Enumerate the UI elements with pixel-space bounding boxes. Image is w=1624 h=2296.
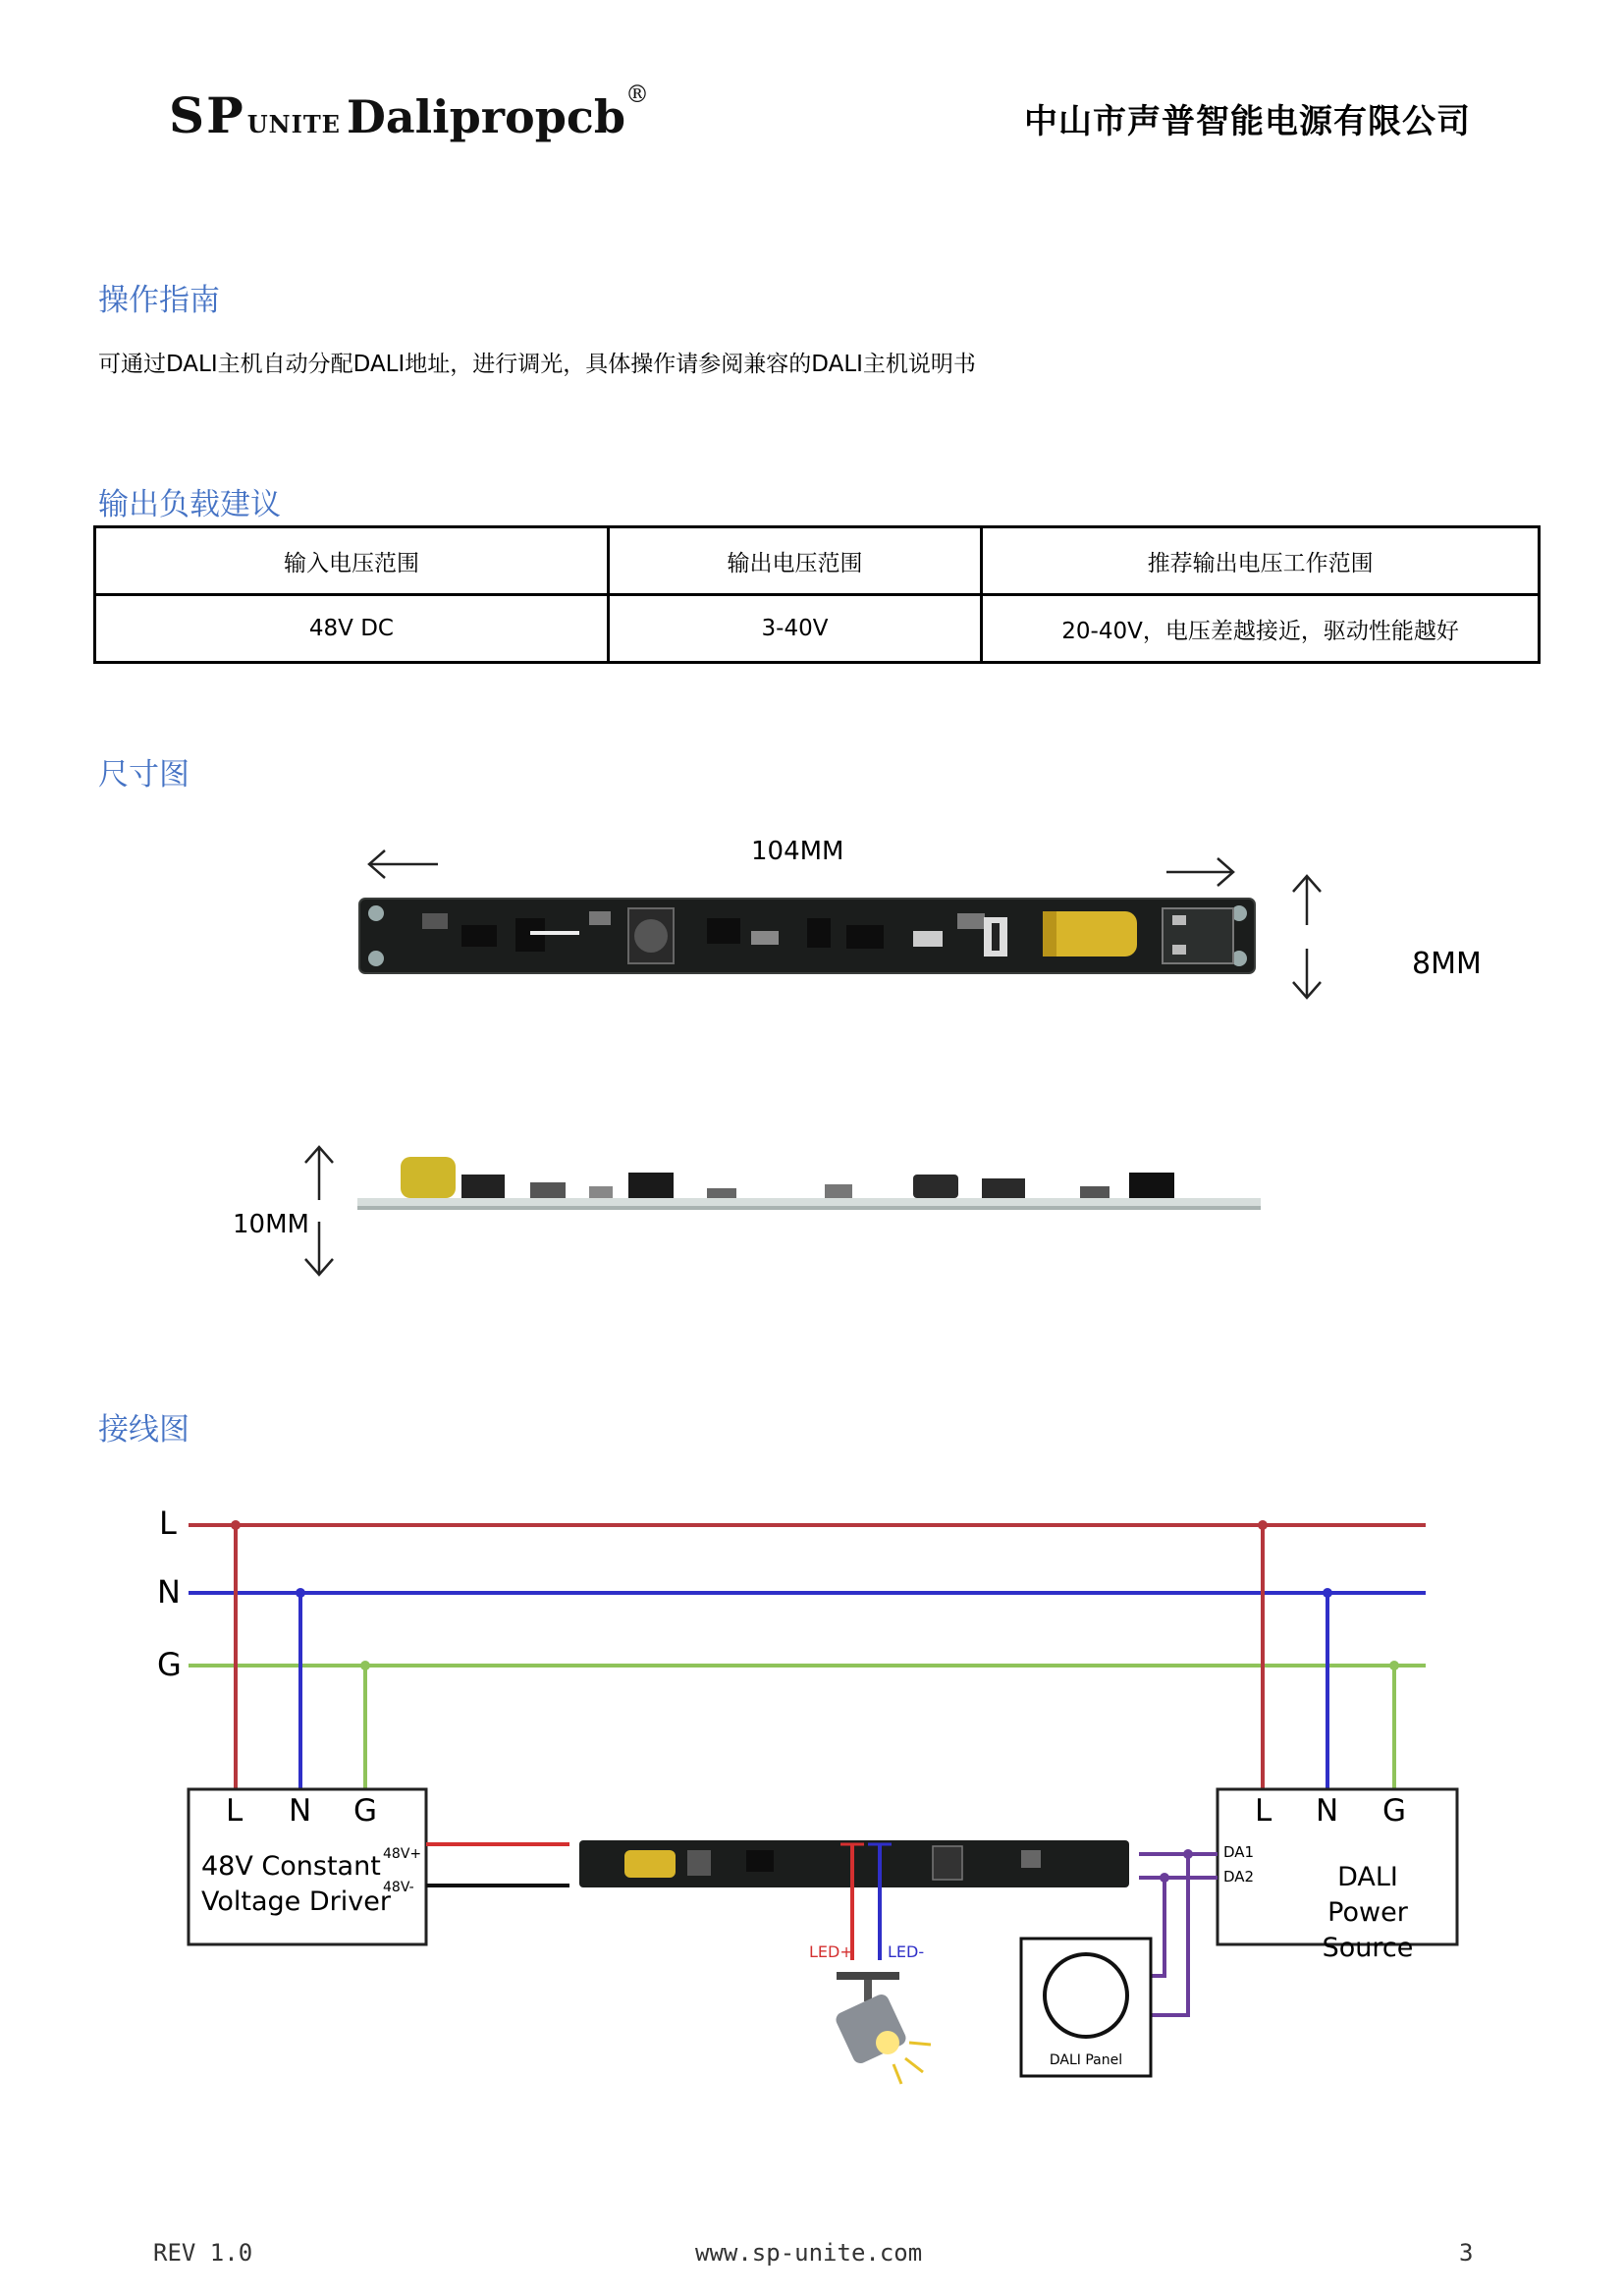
led-negative-label: LED- xyxy=(888,1942,925,1961)
height-arrow-down-icon xyxy=(305,1222,333,1275)
brand-logo xyxy=(169,81,650,144)
source-terminal-l: L xyxy=(1255,1793,1272,1829)
line-n-label: N xyxy=(157,1573,181,1611)
operation-title: 操作指南 xyxy=(98,283,220,318)
pcb-top-view xyxy=(359,899,1255,973)
line-l-label: L xyxy=(159,1504,177,1542)
width-label: 8MM xyxy=(1412,947,1482,981)
driver-output-negative: 48V- xyxy=(383,1880,414,1895)
driver-terminal-l: L xyxy=(226,1793,244,1829)
source-terminal-n: N xyxy=(1316,1793,1339,1829)
footer-page-number: 3 xyxy=(1459,2239,1474,2267)
driver-name-line2: Voltage Driver xyxy=(201,1886,391,1917)
length-arrow-right-icon xyxy=(1166,858,1233,886)
width-arrow-up-icon xyxy=(1293,876,1321,925)
length-arrow-left-icon xyxy=(369,850,438,878)
source-da1-label: DA1 xyxy=(1223,1843,1255,1861)
load-title: 输出负载建议 xyxy=(98,487,281,522)
logo-brand: Dalipropcb xyxy=(346,90,626,143)
table-cell: 3-40V xyxy=(608,595,981,663)
source-name-line2: Source xyxy=(1322,1933,1414,1963)
operation-text: 可通过DALI主机自动分配DALI地址，进行调光，具体操作请参阅兼容的DALI主机说明书 xyxy=(98,352,976,377)
dali-panel-label: DALI Panel xyxy=(1049,2052,1123,2068)
driver-terminal-g: G xyxy=(353,1793,378,1829)
driver-name-line1: 48V Constant xyxy=(201,1851,381,1882)
table-header-cell: 输出电压范围 xyxy=(608,527,981,595)
table-header-cell: 推荐输出电压工作范围 xyxy=(982,527,1540,595)
height-label: 10MM xyxy=(233,1210,309,1239)
logo-registered-mark: ® xyxy=(625,81,650,108)
footer-revision: REV 1.0 xyxy=(153,2239,253,2267)
source-name-line1: DALI Power xyxy=(1327,1862,1408,1928)
wiring-diagram xyxy=(0,1493,1624,2102)
spotlight-icon xyxy=(834,1972,931,2084)
table-row xyxy=(95,595,1540,663)
height-arrow-up-icon xyxy=(305,1147,333,1200)
table-cell: 48V DC xyxy=(95,595,609,663)
table-header-cell: 输入电压范围 xyxy=(95,527,609,595)
driver-name xyxy=(201,1849,391,1920)
table-header-row xyxy=(95,527,1540,595)
dimensions-title: 尺寸图 xyxy=(98,757,189,793)
length-label: 104MM xyxy=(751,837,844,866)
source-da2-label: DA2 xyxy=(1223,1868,1255,1886)
driver-output-positive: 48V+ xyxy=(383,1846,422,1862)
company-name: 中山市声普智能电源有限公司 xyxy=(1024,102,1471,141)
source-name xyxy=(1294,1860,1441,1966)
line-g-label: G xyxy=(157,1646,182,1683)
source-terminal-g: G xyxy=(1382,1793,1407,1829)
table-cell: 20-40V，电压差越接近，驱动性能越好 xyxy=(982,595,1540,663)
led-positive-label: LED+ xyxy=(809,1942,853,1961)
logo-sp: SP xyxy=(169,86,245,144)
wiring-title: 接线图 xyxy=(98,1412,189,1448)
footer-website: www.sp-unite.com xyxy=(695,2239,923,2267)
driver-terminal-n: N xyxy=(289,1793,312,1829)
width-arrow-down-icon xyxy=(1293,949,1321,998)
load-table xyxy=(93,525,1541,664)
logo-unite: UNITE xyxy=(246,110,341,138)
pcb-side-view xyxy=(357,1157,1261,1210)
